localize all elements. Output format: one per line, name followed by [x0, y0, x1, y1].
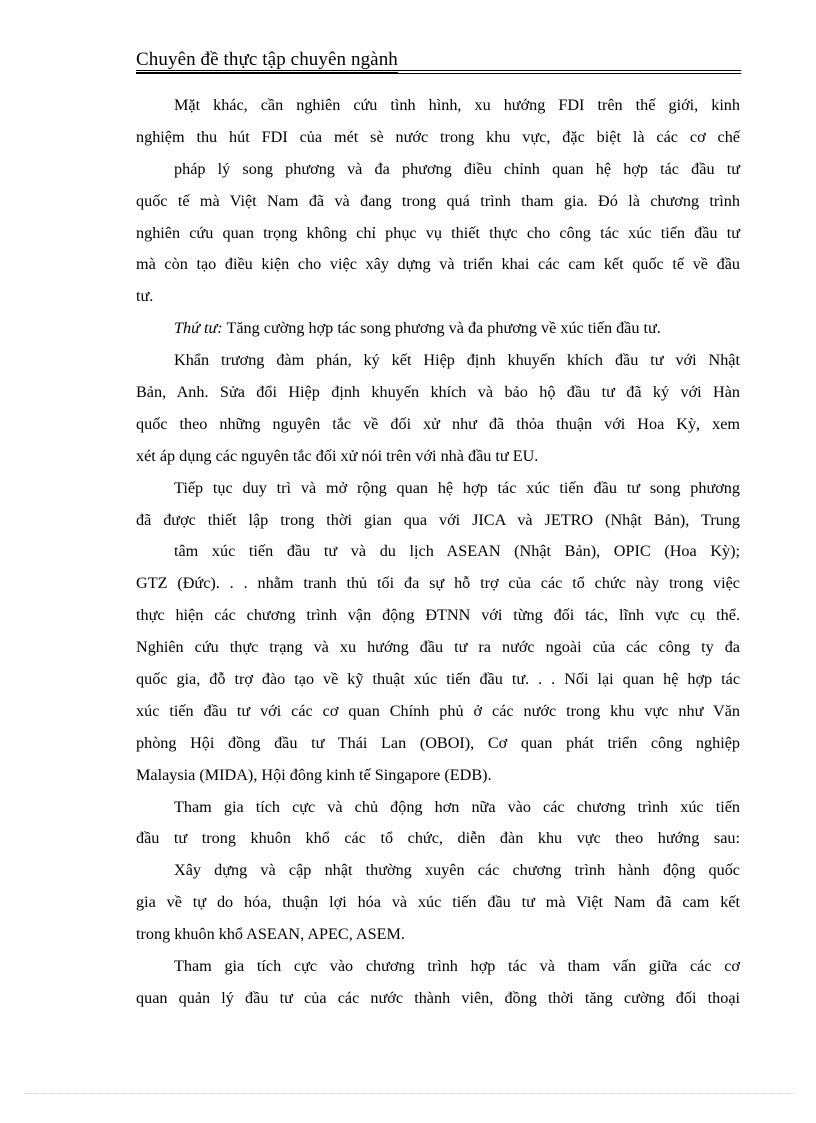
- text-line: nghiên cứu quan trọng không chỉ phục vụ thiết thực cho công tác xúc tiến đầu tư: [136, 223, 740, 242]
- text-line: Xây dựng và cập nhật thường xuyên các chương trình hành động quốc: [174, 861, 740, 880]
- text-line: quan quản lý đầu tư của các nước thành viên, đồng thời tăng cường đối thoại: [136, 988, 740, 1007]
- text-line: mà còn tạo điều kiện cho việc xây dựng và triển khai các cam kết quốc tế về đầu: [136, 255, 740, 274]
- text-line: quốc theo những nguyên tắc về đối xử như đã thỏa thuận với Hoa Kỳ, xem: [136, 414, 740, 433]
- text-line: Khẩn trương đàm phán, ký kết Hiệp định khuyến khích đầu tư với Nhật: [174, 351, 740, 370]
- header-title: Chuyên đề thực tập chuyên ngành: [136, 48, 398, 73]
- fourth-label: Thứ tư:: [174, 319, 223, 338]
- text-line-fourth: [136, 313, 740, 345]
- text-line: tư.: [136, 287, 154, 306]
- header-rule-bottom: [136, 73, 741, 74]
- text-line: Tiếp tục duy trì và mở rộng quan hệ hợp tác xúc tiến đầu tư song phương: [174, 478, 740, 497]
- text-line: xét áp dụng các nguyên tắc đối xử nói trên với nhà đầu tư EU.: [136, 446, 539, 465]
- page-bottom-divider: [24, 1093, 794, 1094]
- header-rule-top: [136, 70, 741, 71]
- text-line: quốc gia, đỗ trợ đào tạo về kỹ thuật xúc tiến đầu tư. . . Nối lại quan hệ hợp tác: [136, 670, 740, 689]
- text-line: gia về tự do hóa, thuận lợi hóa và xúc tiến đầu tư mà Việt Nam đã cam kết: [136, 893, 740, 912]
- text-line: Bản, Anh. Sửa đổi Hiệp định khuyến khích và bảo hộ đầu tư đã ký với Hàn: [136, 383, 740, 402]
- text-line: Tham gia tích cực và chủ động hơn nữa vào các chương trình xúc tiến: [174, 797, 740, 816]
- text-line: phòng Hội đồng đầu tư Thái Lan (OBOI), Cơ quan phát triển công nghiệp: [136, 733, 740, 752]
- text-line: GTZ (Đức). . . nhằm tranh thủ tối đa sự hỗ trợ của các tổ chức này trong việc: [136, 574, 740, 593]
- text-line: xúc tiến đầu tư với các cơ quan Chính phủ ở các nước trong khu vực như Văn: [136, 701, 740, 720]
- text-line: quốc tế mà Việt Nam đã và đang trong quá trình tham gia. Đó là chương trình: [136, 191, 740, 210]
- text-line: đã được thiết lập trong thời gian qua với JICA và JETRO (Nhật Bản), Trung: [136, 510, 740, 529]
- text-line: pháp lý song phương và đa phương điều chỉnh quan hệ hợp tác đầu tư: [174, 159, 740, 178]
- text-line: Tham gia tích cực vào chương trình hợp tác và tham vấn giữa các cơ: [174, 957, 740, 976]
- text-line: đầu tư trong khuôn khổ các tổ chức, diễn đàn khu vực theo hướng sau:: [136, 829, 740, 848]
- text-line: Nghiên cứu thực trạng và xu hướng đầu tư ra nước ngoài của các công ty đa: [136, 638, 740, 657]
- fourth-text: Tăng cường hợp tác song phương và đa phương về xúc tiến đầu tư.: [226, 319, 661, 338]
- document-body: [136, 90, 740, 1015]
- text-line: Malaysia (MIDA), Hội đông kinh tế Singapore (EDB).: [136, 765, 492, 784]
- text-line: nghiệm thu hút FDI của mét sè nước trong khu vực, đặc biệt là các cơ chế: [136, 127, 740, 146]
- text-line: trong khuôn khổ ASEAN, APEC, ASEM.: [136, 925, 405, 944]
- text-line: thực hiện các chương trình vận động ĐTNN với từng đối tác, lĩnh vực cụ thể.: [136, 606, 740, 625]
- text-line: tâm xúc tiến đầu tư và du lịch ASEAN (Nhật Bản), OPIC (Hoa Kỳ);: [174, 542, 740, 561]
- text-line: Mặt khác, cần nghiên cứu tình hình, xu hướng FDI trên thế giới, kinh: [174, 96, 740, 114]
